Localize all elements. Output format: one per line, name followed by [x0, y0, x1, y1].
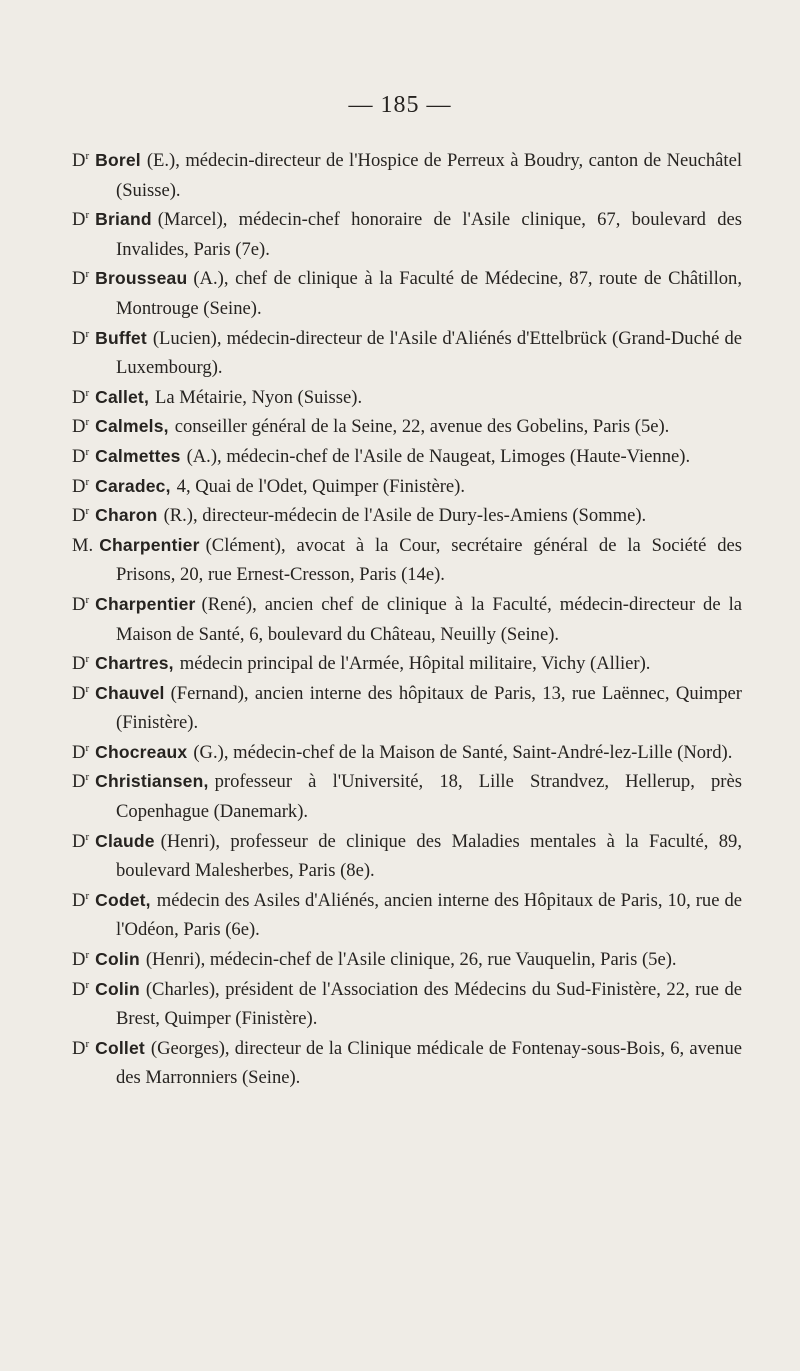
entry-name: Chartres,	[95, 653, 174, 674]
entry-details: (A.), chef de clinique à la Faculté de Médecine, 87, route de Châtillon, Montrouge (Seine).	[116, 268, 742, 319]
member-entry	[72, 442, 742, 472]
entry-details: conseiller général de la Seine, 22, avenue des Gobelins, Paris (5e).	[174, 416, 670, 438]
entry-name: Claude	[95, 830, 155, 851]
entry-title: $D^r$	[72, 268, 90, 290]
entry-title: $D^r$	[72, 978, 90, 1000]
entry-details: (Fernand), ancien interne des hôpitaux de Paris, 13, rue Laënnec, Quimper (Finistère).	[116, 682, 742, 734]
entry-title: $D^r$	[72, 771, 90, 793]
entry-title: $D^r$	[72, 504, 90, 527]
entry-name: Chocreaux	[95, 741, 188, 762]
member-entry	[72, 501, 742, 531]
member-entry	[72, 412, 742, 442]
entry-title: $D^r$	[72, 889, 90, 911]
entry-title: $D^r$	[72, 682, 90, 704]
entry-title: $D^r$	[72, 830, 90, 852]
entry-details: (E.), médecin-directeur de l'Hospice de Perreux à Boudry, canton de Neuchâtel (Suisse).	[116, 150, 742, 201]
entry-name: Colin	[95, 978, 140, 999]
entry-details: médecin principal de l'Armée, Hôpital militaire, Vichy (Allier).	[179, 653, 651, 675]
entry-details: (René), ancien chef de clinique à la Faculté, médecin-directeur de la Maison de Santé, 6, boulevard du Château, Neuilly (Seine).	[116, 593, 742, 645]
member-entry	[72, 146, 742, 205]
member-entry	[72, 886, 742, 945]
member-entry	[72, 767, 742, 826]
entry-name: Callet,	[95, 386, 150, 407]
entry-name: Brousseau	[95, 268, 188, 289]
member-entry	[72, 649, 742, 679]
member-entry	[72, 264, 742, 323]
entry-title: $D^r$	[72, 149, 90, 171]
entry-details: (Clément), avocat à la Cour, secrétaire général de la Société des Prisons, 20, rue Ernest-Cresson, Paris (14e).	[116, 534, 742, 586]
entry-name: Briand	[95, 209, 152, 230]
entry-name: Colin	[95, 949, 140, 970]
entry-details: (R.), directeur-médecin de l'Asile de Dury-les-Amiens (Somme).	[163, 505, 647, 527]
entry-details: (G.), médecin-chef de la Maison de Santé, Saint-André-lez-Lille (Nord).	[193, 741, 733, 763]
entry-details: professeur à l'Université, 18, Lille Strandvez, Hellerup, près Copenhague (Danemark).	[116, 771, 742, 823]
page-number: — 185 —	[348, 92, 452, 118]
entry-details: (Georges), directeur de la Clinique médicale de Fontenay-sous-Bois, 6, avenue des Marronniers (Seine).	[116, 1037, 742, 1089]
member-entry	[72, 738, 742, 768]
member-entry	[72, 827, 742, 886]
member-entry	[72, 324, 742, 383]
entry-name: Calmels,	[95, 416, 169, 437]
entry-name: Collet	[95, 1037, 145, 1058]
entry-name: Buffet	[95, 327, 147, 348]
entry-title: $D^r$	[72, 416, 90, 438]
entry-title: $D^r$	[72, 327, 90, 349]
entry-title: $D^r$	[72, 593, 90, 615]
entry-name: Christiansen,	[95, 771, 209, 792]
member-entry	[72, 531, 742, 590]
entry-title: $D^r$	[72, 209, 90, 231]
entry-name: Caradec,	[95, 475, 171, 496]
member-entry	[72, 945, 742, 975]
entry-name: Charpentier	[99, 534, 200, 555]
entry-name: Charon	[95, 505, 158, 526]
member-entry	[72, 590, 742, 649]
entry-details: (Henri), professeur de clinique des Maladies mentales à la Faculté, 89, boulevard Malesherbes, Paris (8e).	[116, 830, 742, 882]
member-entry	[72, 679, 742, 738]
entry-title: $D^r$	[72, 652, 90, 675]
entry-name: Calmettes	[95, 445, 181, 466]
member-entry	[72, 205, 742, 264]
entry-title: $D^r$	[72, 741, 90, 763]
member-entry	[72, 383, 742, 413]
entry-title: $D^r$	[72, 948, 90, 971]
entry-details: (Charles), président de l'Association des Médecins du Sud-Finistère, 22, rue de Brest, Quimper (Finistère).	[116, 978, 742, 1030]
entry-details: médecin des Asiles d'Aliénés, ancien interne des Hôpitaux de Paris, 10, rue de l'Odéon, Paris (6e).	[116, 889, 742, 941]
entry-details: (Marcel), médecin-chef honoraire de l'Asile clinique, 67, boulevard des Invalides, Paris (7e).	[116, 209, 742, 260]
entry-title: $D^r$	[72, 1037, 90, 1059]
entry-name: Chauvel	[95, 682, 165, 703]
entry-details: (A.), médecin-chef de l'Asile de Naugeat, Limoges (Haute-Vienne).	[186, 445, 691, 467]
entry-title: M.	[72, 534, 94, 556]
entry-details: La Métairie, Nyon (Suisse).	[155, 386, 363, 408]
entry-name: Charpentier	[95, 593, 196, 614]
entry-title: $D^r$	[72, 475, 90, 497]
member-entry	[72, 472, 742, 502]
member-list	[72, 146, 742, 1093]
member-entry	[72, 1034, 742, 1093]
member-entry	[72, 975, 742, 1034]
entry-details: (Henri), médecin-chef de l'Asile clinique, 26, rue Vauquelin, Paris (5e).	[145, 949, 677, 971]
entry-title: $D^r$	[72, 386, 90, 408]
entry-details: (Lucien), médecin-directeur de l'Asile d'Aliénés d'Ettelbrück (Grand-Duché de Luxembourg).	[116, 327, 742, 379]
entry-name: Borel	[95, 150, 141, 170]
entry-name: Codet,	[95, 889, 151, 910]
entry-title: $D^r$	[72, 445, 90, 467]
entry-details: 4, Quai de l'Odet, Quimper (Finistère).	[176, 475, 466, 497]
